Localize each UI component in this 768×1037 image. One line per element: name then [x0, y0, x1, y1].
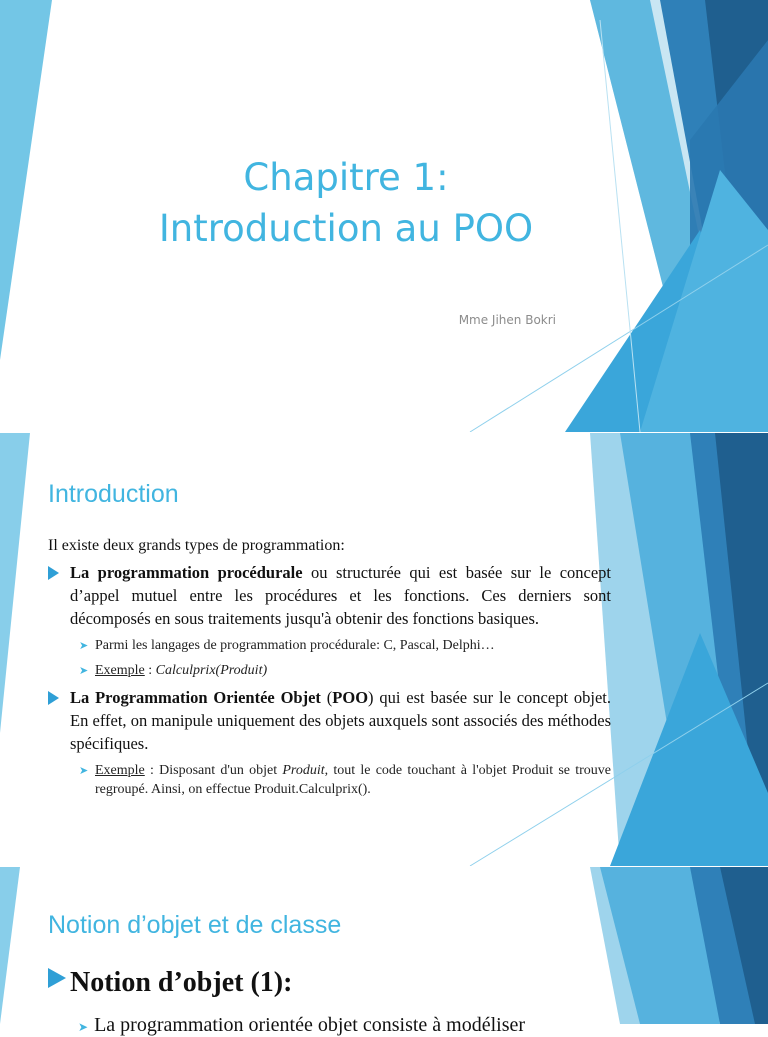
slide-title-text [60, 152, 632, 254]
cut-off-bullet [78, 1014, 525, 1037]
bullet-triangle-icon [48, 691, 59, 705]
slide-title [0, 0, 768, 432]
bullet-text: ( [320, 688, 333, 707]
bullet-bold: La programmation procédurale [70, 563, 303, 582]
bullet-procedural [48, 561, 611, 630]
subheading-text: Notion d’objet (1): [70, 967, 293, 998]
sub-bullet-text: Parmi les langages de programmation procédurale: C, Pascal, Delphi… [95, 638, 495, 653]
example-separator: : [144, 663, 156, 678]
author-name: Mme Jihen Bokri [458, 313, 556, 327]
title-line-1: Chapitre 1: [243, 156, 449, 199]
sub-bullet-arrow-icon: ➤ [79, 639, 89, 652]
example-text: : Disposant d'un objet [144, 763, 283, 778]
example-code: Calculprix(Produit) [155, 663, 268, 678]
bullet-text: ou structurée qui est basée sur le concept d’appel mutuel entre les procédures et les fonctions. Ces derniers sont décomposés en sous traitements jusqu'à obtenir des fonctions basiques. [70, 563, 611, 628]
bullet-triangle-icon [48, 566, 59, 580]
sub-bullet-arrow-icon: ➤ [79, 764, 89, 777]
sub-bullet-arrow-icon: ➤ [79, 664, 89, 677]
title-line-2: Introduction au POO [158, 207, 534, 250]
intro-text: Il existe deux grands types de programmation: [48, 537, 345, 554]
subheading [48, 967, 292, 999]
slide-notion-objet [0, 867, 768, 1036]
bullet-oop [48, 686, 611, 755]
slide-introduction [0, 433, 768, 866]
bullet-text: ) qui est basée sur le concept objet. En effet, on manipule uniquement des objets auxquels sont associés des méthodes spécifiques. [70, 688, 612, 753]
bullet-bold-acronym: POO [332, 688, 369, 707]
bullet-triangle-icon [48, 968, 66, 988]
sub-bullet-languages [48, 636, 611, 655]
bullet-bold: La Programmation Orientée Objet [70, 688, 321, 707]
sub-bullet-example-1 [48, 661, 611, 680]
example-text: , tout le code touchant à l'objet Produit se trouve regroupé. Ainsi, on effectue Produit.Calculprix(). [95, 763, 612, 797]
sub-bullet-arrow-icon: ➤ [78, 1020, 89, 1034]
slide-body [48, 537, 611, 805]
example-label: Exemple [95, 763, 145, 778]
example-label: Exemple [95, 663, 145, 678]
section-heading: Introduction [48, 480, 179, 508]
section-heading: Notion d’objet et de classe [48, 911, 342, 939]
slide-decoration [0, 867, 768, 1024]
cut-off-text: La programmation orientée objet consiste à modéliser [94, 1014, 526, 1036]
sub-bullet-example-2 [48, 761, 611, 799]
example-object: Produit [282, 763, 325, 778]
